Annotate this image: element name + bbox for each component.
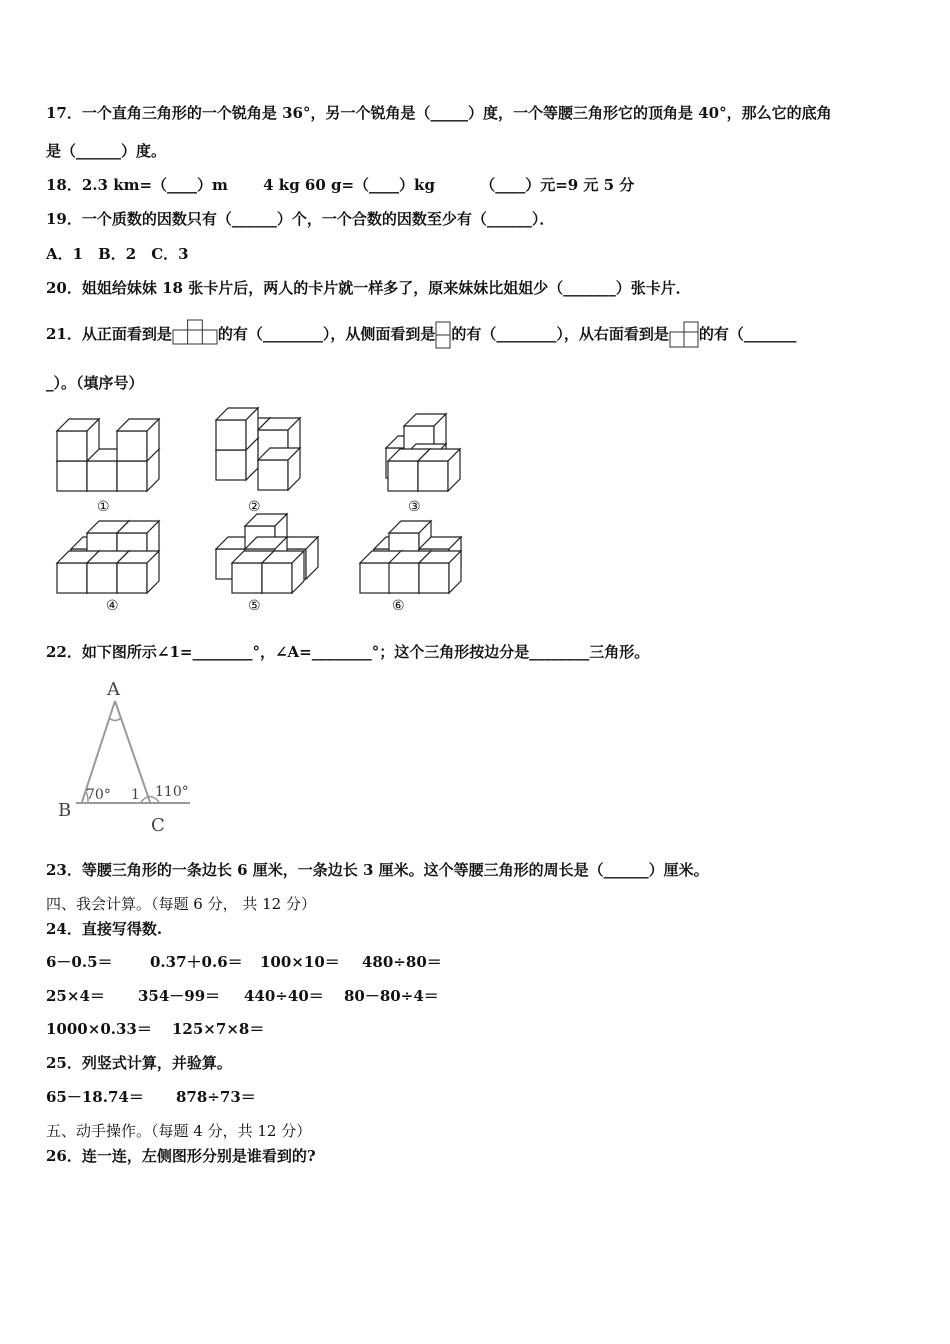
figure-4: [57, 521, 159, 593]
q23-text: 23．等腰三角形的一条边长 6 厘米，一条边长 3 厘米。这个等腰三角形的周长是（______）厘米。: [46, 861, 709, 879]
q24-row3: [46, 1018, 264, 1039]
figure-6: [360, 521, 461, 593]
figure-3: [386, 414, 460, 491]
q17-line1: 17．一个直角三角形的一个锐角是 36°，另一个锐角是（_____）度，一个等腰三角形它的顶角是 40°，那么它的底角: [46, 104, 832, 122]
calc-item: 480÷80＝: [362, 953, 442, 971]
angle-1-label: 1: [131, 787, 140, 803]
figure-label-3: ③: [408, 499, 421, 515]
figure-label-5: ⑤: [248, 598, 261, 614]
calc-item: 125×7×8＝: [172, 1020, 265, 1038]
q24-title: 24．直接写得数.: [46, 920, 163, 938]
side-view-icon: [435, 322, 451, 348]
calc-item: 100×10＝: [260, 953, 340, 971]
q25-items: [46, 1086, 256, 1107]
calc-item: 878÷73＝: [176, 1088, 256, 1106]
q21-cube-figures: [0, 408, 900, 618]
q20-text: 20．姐姐给妹妹 18 张卡片后，两人的卡片就一样多了，原来妹妹比姐姐少（_______）张卡片．: [46, 279, 691, 297]
right-view-icon: [669, 322, 699, 348]
triangle-figure: [50, 676, 210, 836]
calc-item: 1000×0.33＝: [46, 1020, 152, 1038]
section4-title: 四、我会计算。（每题 6 分， 共 12 分）: [46, 895, 316, 913]
figure-label-1: ①: [97, 499, 110, 515]
q19-text: 19．一个质数的因数只有（______）个，一个合数的因数至少有（______）．: [46, 210, 555, 228]
figure-2: [216, 408, 300, 490]
calc-item: 25×4＝: [46, 987, 105, 1005]
q21-part1: 21．从正面看到是: [46, 325, 172, 343]
calc-item: 6－0.5＝: [46, 953, 113, 971]
vertex-b-label: B: [58, 800, 72, 821]
angle-b-label: 70°: [86, 787, 111, 803]
calc-item: 354－99＝: [138, 987, 221, 1005]
q26-text: 26．连一连，左侧图形分别是谁看到的?: [46, 1147, 316, 1165]
q17-line2: 是（______）度。: [46, 142, 167, 160]
angle-ext-label: 110°: [155, 784, 189, 800]
q18-c: （____）元=9 元 5 分: [480, 176, 635, 194]
q21-line2: _）。（填序号）: [46, 374, 144, 392]
figure-1: [57, 419, 159, 491]
vertex-c-label: C: [151, 815, 165, 836]
q21-line1: [46, 322, 796, 348]
section5-title: 五、动手操作。（每题 4 分，共 12 分）: [46, 1122, 312, 1140]
calc-item: 80－80÷4＝: [344, 987, 439, 1005]
q21-part3: 的有（________），从右面看到是: [451, 325, 669, 343]
front-view-icon: [172, 325, 218, 345]
q25-title: 25．列竖式计算，并验算。: [46, 1054, 232, 1072]
q21-part4: 的有（_______: [698, 325, 797, 343]
q18: [46, 174, 634, 195]
figure-label-6: ⑥: [392, 598, 405, 614]
calc-item: 65－18.74＝: [46, 1088, 144, 1106]
q24-row2: [46, 985, 439, 1006]
q24-row1: [46, 951, 442, 972]
calc-item: 440÷40＝: [244, 987, 324, 1005]
q22-text: 22．如下图所示∠1=________°，∠A=________°；这个三角形按边分是________三角形。: [46, 643, 650, 661]
q19-options: A．1 B．2 C．3: [46, 245, 189, 263]
figure-5: [216, 514, 318, 593]
figure-label-4: ④: [106, 598, 119, 614]
q18-a: 18．2.3 km=（____）m: [46, 176, 228, 194]
vertex-a-label: A: [107, 679, 120, 700]
q21-part2: 的有（________），从侧面看到是: [217, 325, 436, 343]
figure-label-2: ②: [248, 499, 261, 515]
q18-b: 4 kg 60 g=（____）kg: [263, 176, 435, 194]
calc-item: 0.37＋0.6＝: [150, 953, 243, 971]
